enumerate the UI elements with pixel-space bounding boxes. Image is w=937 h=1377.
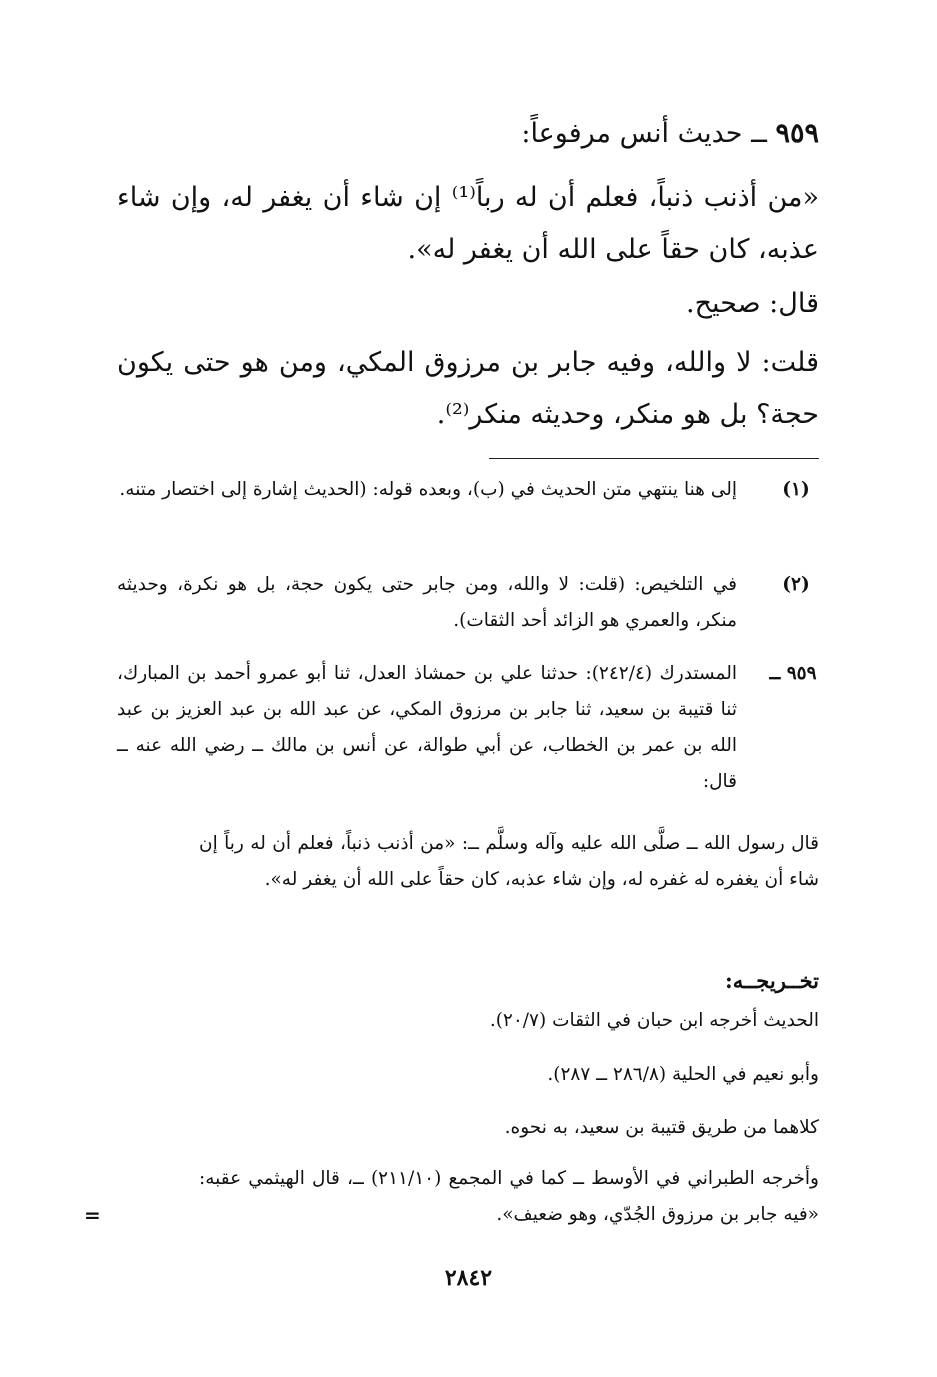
footnote-text: في التلخيص: (قلت: لا والله، ومن جابر حتى يكون حجة، بل هو نكرة، وحديثه منكر، والعمري هو الزائد أحد الثقات).	[117, 574, 737, 631]
footnote	[117, 567, 819, 639]
continuation-mark: =	[84, 1203, 101, 1227]
critique-statement: قلت: لا والله، وفيه جابر بن مرزوق المكي، ومن هو حتى يكون حجة؟ بل هو منكر، وحديثه منكر⁽²⁾.	[117, 347, 819, 430]
source-entry	[117, 656, 819, 800]
hadith-heading	[119, 112, 819, 156]
footnote-marker: (٢)	[782, 574, 810, 595]
hadith-text: «من أذنب ذنباً، فعلم أن له رباً⁽¹⁾ إن شاء أن يغفر له، وإن شاء عذبه، كان حقاً على الله أن يغفر له».	[117, 182, 819, 265]
footnote-text: إلى هنا ينتهي متن الحديث في (ب)، وبعده قوله: (الحديث إشارة إلى اختصار متنه.	[119, 479, 737, 500]
footnote	[117, 472, 819, 508]
footnote-marker: (١)	[782, 479, 810, 500]
hadith-heading-text: ــ حديث أنس مرفوعاً:	[521, 118, 767, 149]
source-marker: ٩٥٩ ــ	[769, 663, 817, 684]
takhrij-line: كلاهما من طريق قتيبة بن سعيد، به نحوه.	[504, 1117, 819, 1138]
source-quote: قال رسول الله ــ صلَّى الله عليه وآله وسلَّم ــ: «من أذنب ذنباً، فعلم أن له رباً إن شاء أن يغفره له غفره له، وإن شاء عذبه، كان حقاً على الله أن يغفر له».	[199, 833, 819, 890]
footnote-separator	[489, 458, 819, 459]
page-number: ٢٨٤٢	[444, 1265, 493, 1291]
takhrij-line: وأبو نعيم في الحلية (٢٨٦/٨ ــ ٢٨٧).	[547, 1064, 819, 1085]
takhrij-title: تخــريجــه:	[724, 968, 819, 993]
hadith-number: ٩٥٩	[775, 118, 819, 149]
takhrij-line: الحديث أخرجه ابن حبان في الثقات (٢٠/٧).	[489, 1010, 819, 1031]
source-text: المستدرك (٢٤٢/٤): حدثنا علي بن حمشاذ العدل، ثنا أبو عمرو أحمد بن المبارك، ثنا قتيبة بن سعيد، ثنا جابر بن مرزوق المكي، عن عبد الله بن عبد العزيز بن عبد الله بن عمر بن الخطاب، عن أبي طوالة، عن أنس بن مالك ــ رضي الله عنه ــ قال:	[117, 663, 737, 792]
takhrij-line: وأخرجه الطبراني في الأوسط ــ كما في المجمع (٢١١/١٠) ــ، قال الهيثمي عقبه: «فيه جابر بن مرزوق الجُدّي، وهو ضعيف».	[199, 1168, 819, 1225]
grading-statement: قال: صحيح.	[686, 288, 819, 319]
